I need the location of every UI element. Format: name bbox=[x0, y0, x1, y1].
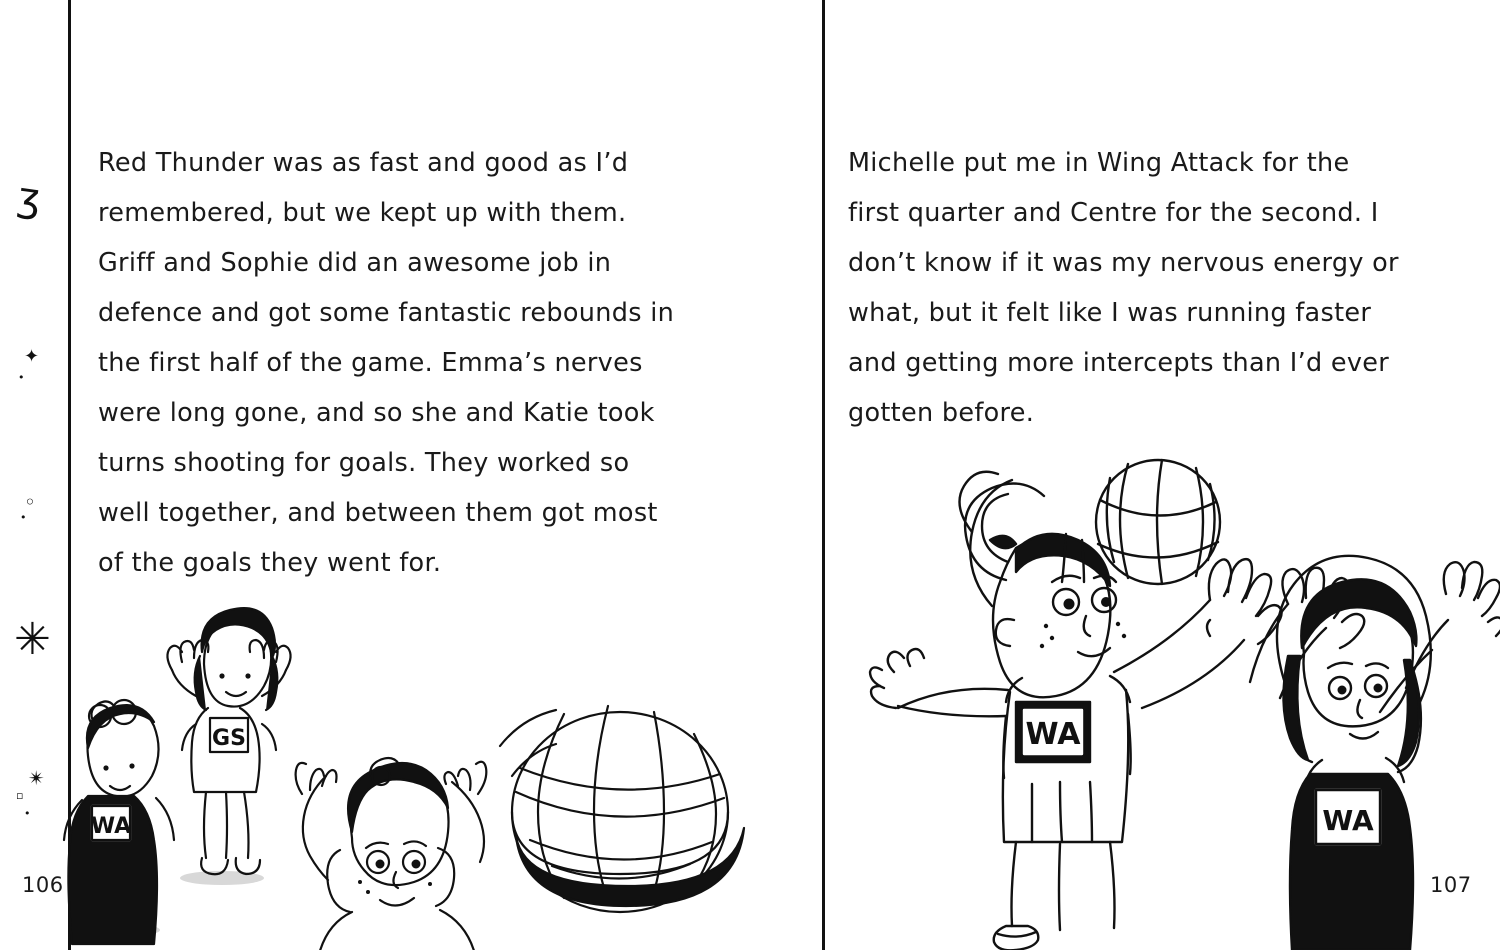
bib-label-wa-second: WA bbox=[1322, 804, 1374, 837]
square-dot-doodle: ▫ bbox=[16, 789, 24, 802]
netball-goal-ring bbox=[500, 706, 744, 912]
player-far-left-wa bbox=[64, 700, 174, 944]
player-left-gs bbox=[167, 608, 290, 874]
right-page-paragraph: Michelle put me in Wing Attack for the first quarter and Centre for the second. I don’t know if it was my nervous energy or what, but it felt like I was running faster and getting more intercepts than I’d ever gotten before. bbox=[848, 148, 1399, 428]
player-jumping-wa bbox=[870, 472, 1282, 950]
starburst-doodle: ✳ bbox=[14, 614, 51, 665]
dot-doodle-2: • bbox=[20, 511, 27, 524]
tiny-star-doodle: ✴ bbox=[28, 766, 45, 790]
right-page-number: 107 bbox=[1430, 873, 1472, 897]
bib-label-wa-left: WA bbox=[90, 814, 132, 839]
dot-doodle-3: • bbox=[24, 807, 31, 820]
bib-label-wa-main: WA bbox=[1025, 717, 1081, 752]
left-page-paragraph: Red Thunder was as fast and good as I’d remembered, but we kept up with them. Griff and Sophie did an awesome job in defence and got some fantastic rebounds in the first half of the game. Emma’s nerves were long gone, and so she and Katie took turns shooting for goals. They worked so well together, and between them got most of the goals they went for. bbox=[98, 148, 675, 578]
player-right-wa bbox=[1250, 556, 1500, 950]
squiggle-curl-doodle: ʒ bbox=[14, 173, 45, 223]
player-bottom-centre bbox=[296, 758, 487, 950]
bib-label-gs: GS bbox=[212, 726, 246, 751]
netball bbox=[1096, 460, 1220, 584]
right-page bbox=[750, 0, 1500, 950]
right-page-illustration bbox=[810, 430, 1500, 950]
dot-doodle: • bbox=[18, 371, 25, 384]
left-page-number: 106 bbox=[22, 873, 64, 897]
left-page-illustration bbox=[0, 600, 760, 950]
sparkle-small-doodle: ✦ bbox=[24, 346, 40, 367]
dot-circle-doodle: ◦ bbox=[24, 490, 36, 514]
